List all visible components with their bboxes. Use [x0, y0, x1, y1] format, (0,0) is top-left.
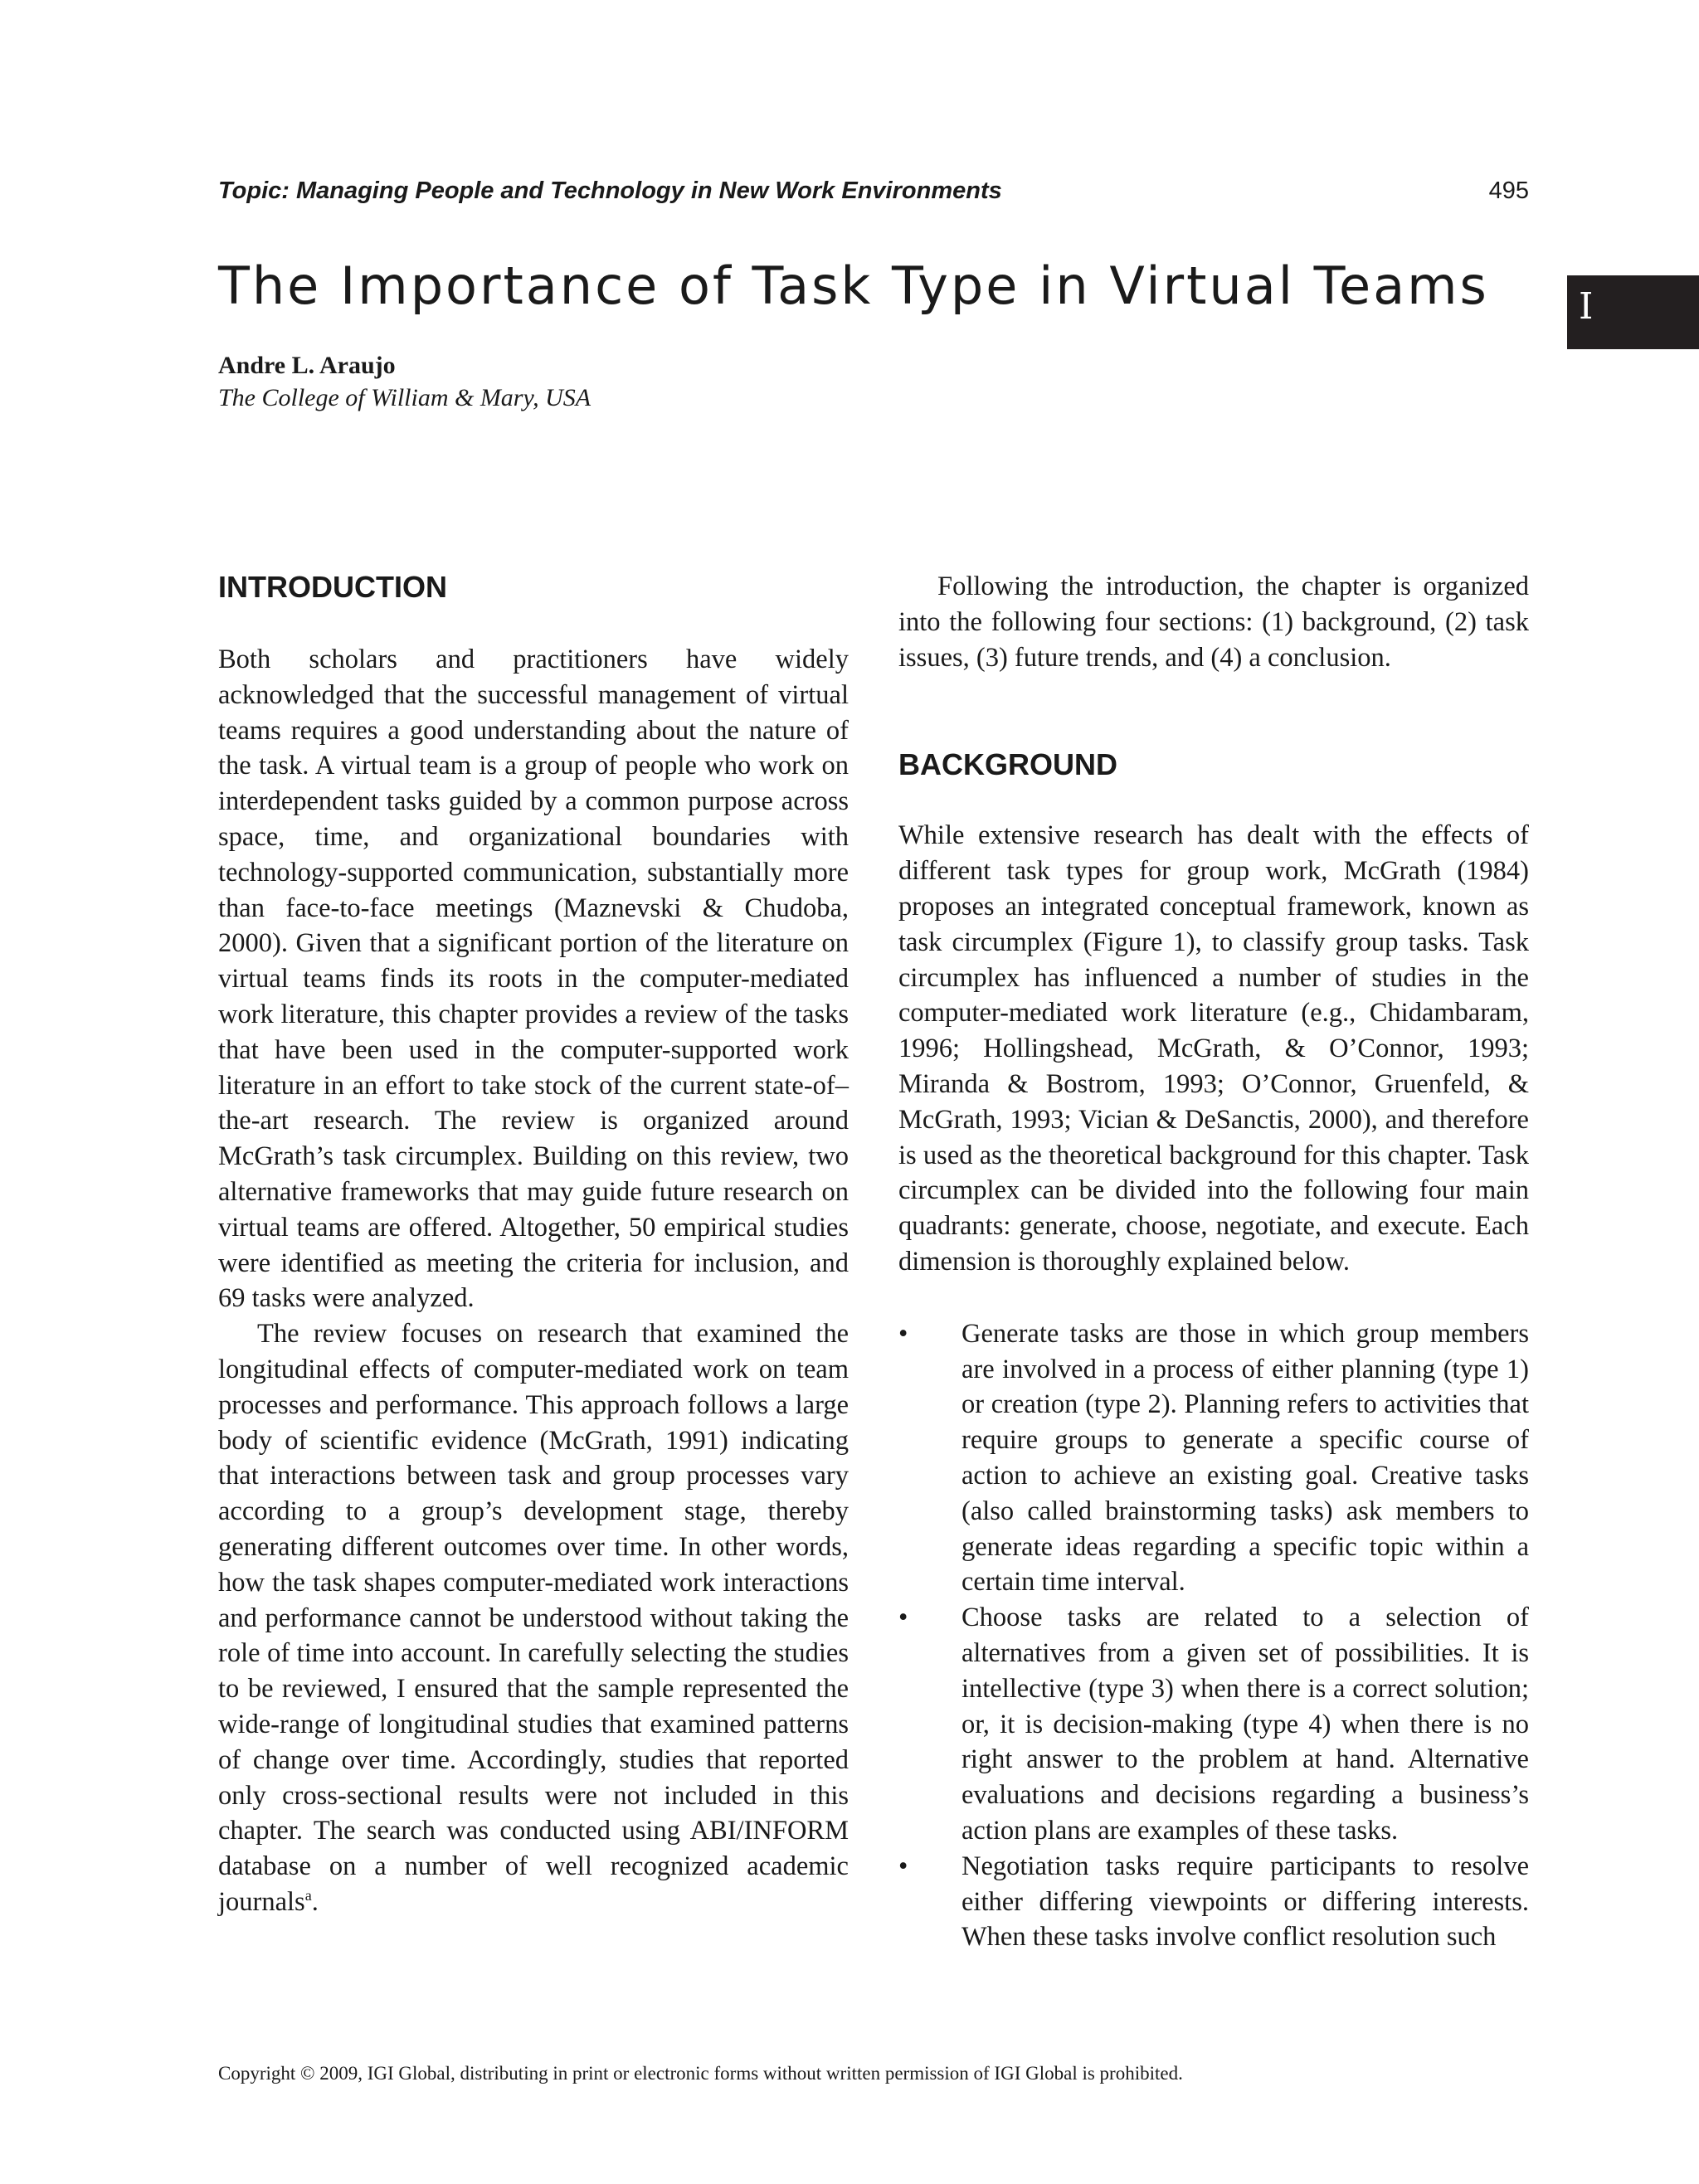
- section-thumb-tab: [1567, 275, 1699, 349]
- task-type-list: [898, 1316, 1529, 1955]
- footnote-marker: a: [304, 1887, 312, 1904]
- left-column: [218, 569, 849, 1920]
- right-column: [898, 569, 1529, 1955]
- background-paragraph: While extensive research has dealt with the effects of different task types for group work, McGrath (1984) proposes an integrated conceptual framework, known as task circumplex (Figure 1), to classify group tasks. Task circumplex has influenced a number of studies in the computer-mediated work literature (e.g., Chidambaram, 1996; Hollingshead, McGrath, & O’Connor, 1993; Miranda & Bostrom, 1993; O’Connor, Gruenfeld, & McGrath, 1993; Vician & DeSanctis, 2000), and therefore is used as the theoretical background for this chapter. Task circumplex can be divided into the following four main quadrants: generate, choose, negotiate, and execute. Each dimension is thoroughly explained below.: [898, 820, 1529, 1277]
- bullet-marker: •: [898, 1851, 908, 1881]
- introduction-paragraph-1: Both scholars and practitioners have widely acknowledged that the successful management of virtual teams requires a good understanding about the nature of the task. A virtual team is a group of people who work on interdependent tasks guided by a common purpose across space, time, and organizational boundaries with technology-supported communication, substantially more than face-to-face meetings (Maznevski & Chudoba, 2000). Given that a significant portion of the literature on virtual teams finds its roots in the computer-mediated work literature, this chapter provides a review of the tasks that have been used in the computer-supported work literature in an effort to take stock of the current state-of–the-art research. The review is organized around McGrath’s task circumplex. Building on this review, two alternative frameworks that may guide future research on virtual teams are offered. Altogether, 50 empirical studies were identified as meeting the criteria for inclusion, and 69 tasks were analyzed.: [218, 644, 849, 1314]
- bullet-marker: •: [898, 1603, 908, 1633]
- list-item: [898, 1316, 1529, 1600]
- copyright-notice: Copyright © 2009, IGI Global, distributing in print or electronic forms without written permission of IGI Global is prohibited.: [218, 2063, 1183, 2084]
- introduction-paragraph-2-end: .: [311, 1886, 319, 1917]
- introduction-paragraph-2: [218, 1316, 849, 1920]
- introduction-heading: INTRODUCTION: [218, 570, 447, 604]
- chapter-organization-paragraph: Following the introduction, the chapter is organized into the following four sections: (1) background, (2) task issues, (3) future trends, and (4) a conclusion.: [898, 572, 1529, 673]
- list-item-text: Choose tasks are related to a selection of alternatives from a given set of possibilities. It is intellective (type 3) when there is a correct solution; or, it is decision-making (type 4) when there is no right answer to the problem at hand. Alternative evaluations and decisions regarding a business’s action plans are examples of these tasks.: [961, 1603, 1529, 1846]
- list-item: [898, 1600, 1529, 1849]
- author-affiliation: The College of William & Mary, USA: [218, 384, 591, 411]
- bullet-marker: •: [898, 1318, 908, 1349]
- chapter-title: The Importance of Task Type in Virtual Teams: [218, 255, 1489, 316]
- list-item: [898, 1849, 1529, 1955]
- list-item-text: Negotiation tasks require participants to resolve either differing viewpoints or differing interests. When these tasks involve conflict resolution such: [961, 1851, 1529, 1953]
- background-heading: BACKGROUND: [898, 747, 1117, 782]
- author-name: Andre L. Araujo: [218, 352, 396, 379]
- introduction-paragraph-2-text: The review focuses on research that examined the longitudinal effects of computer-mediated work on team processes and performance. This approach follows a large body of scientific evidence (McGrath, 1991) indicating that interactions between task and group processes vary according to a group’s development stage, thereby generating different outcomes over time. In other words, how the task shapes computer-mediated work interactions and performance cannot be understood without taking the role of time into account. In carefully selecting the studies to be reviewed, I ensured that the sample represented the wide-range of longitudinal studies that examined patterns of change over time. Accordingly, studies that reported only cross-sectional results were not included in this chapter. The search was conducted using ABI/INFORM database on a number of well recognized academic journals: [218, 1319, 849, 1917]
- list-item-text: Generate tasks are those in which group members are involved in a process of either planning (type 1) or creation (type 2). Planning refers to activities that require groups to generate a specific course of action to achieve an existing goal. Creative tasks (also called brainstorming tasks) ask members to generate ideas regarding a specific topic within a certain time interval.: [961, 1318, 1529, 1598]
- page-number: 495: [1488, 178, 1529, 204]
- running-header-topic: Topic: Managing People and Technology in New Work Environments: [218, 178, 1002, 204]
- section-tab-letter: I: [1579, 285, 1594, 328]
